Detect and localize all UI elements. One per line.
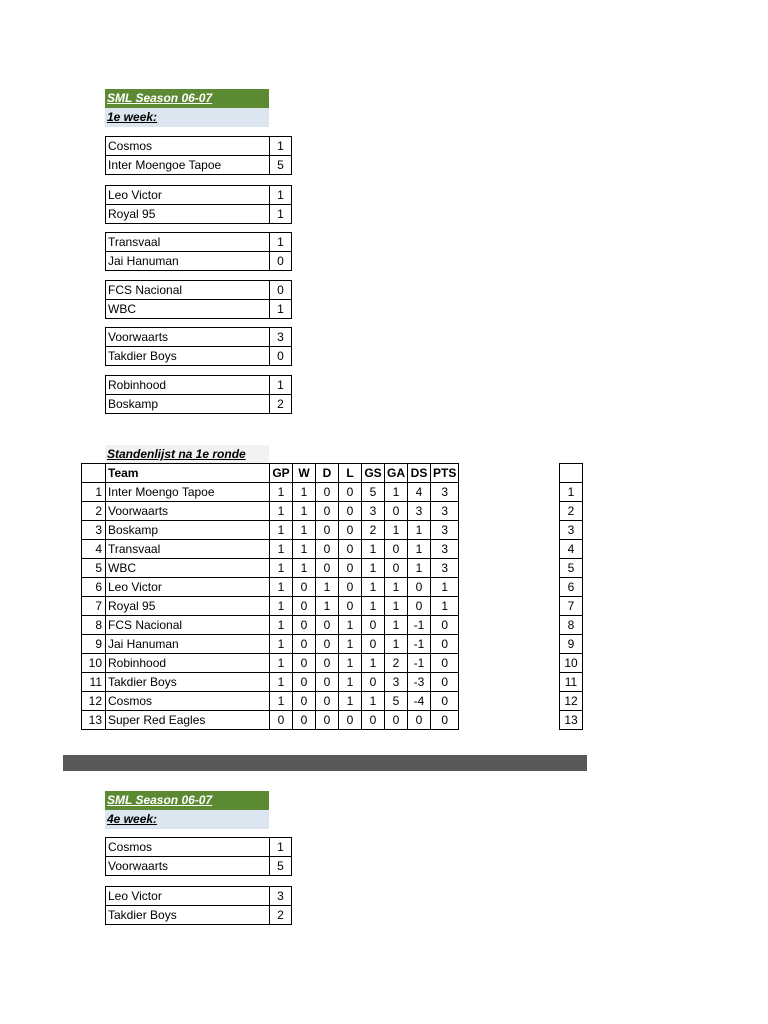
stat-l-cell: 1	[339, 616, 362, 635]
match-home-row	[106, 281, 292, 300]
season-title: SML Season 06-07	[105, 89, 269, 108]
stat-d-cell: 0	[316, 711, 339, 730]
stat-ds-cell: 0	[408, 711, 431, 730]
column-header: PTS	[431, 464, 459, 483]
stat-l-cell: 0	[339, 559, 362, 578]
rank-column-cell: 7	[560, 597, 583, 616]
away-team: Voorwaarts	[106, 857, 270, 876]
home-team: FCS Nacional	[106, 281, 270, 300]
stat-ds-cell: 4	[408, 483, 431, 502]
standings-row	[82, 597, 459, 616]
stat-d-cell: 0	[316, 692, 339, 711]
column-header: GS	[362, 464, 385, 483]
match-away-row	[106, 156, 292, 175]
rank-column-cell: 5	[560, 559, 583, 578]
season-title-2: SML Season 06-07	[105, 791, 269, 810]
stat-d-cell: 0	[316, 540, 339, 559]
rank-cell: 7	[82, 597, 106, 616]
column-header: W	[293, 464, 316, 483]
stat-pts-cell: 3	[431, 483, 459, 502]
team-cell: Inter Moengo Tapoe	[106, 483, 270, 502]
stat-pts-cell: 0	[431, 654, 459, 673]
rank-column-cell: 11	[560, 673, 583, 692]
stat-gp-cell: 1	[270, 673, 293, 692]
away-team: Royal 95	[106, 205, 270, 224]
match-block	[105, 886, 292, 925]
away-team: Inter Moengoe Tapoe	[106, 156, 270, 175]
stat-d-cell: 0	[316, 654, 339, 673]
stat-d-cell: 0	[316, 559, 339, 578]
stat-gp-cell: 1	[270, 521, 293, 540]
stat-ds-cell: 0	[408, 597, 431, 616]
stat-d-cell: 0	[316, 483, 339, 502]
stat-l-cell: 0	[339, 597, 362, 616]
stat-w-cell: 0	[293, 711, 316, 730]
stat-w-cell: 1	[293, 521, 316, 540]
stat-ga-cell: 1	[385, 597, 408, 616]
week-label: 1e week:	[105, 108, 269, 127]
stat-ga-cell: 0	[385, 540, 408, 559]
stat-d-cell: 0	[316, 635, 339, 654]
rank-column	[559, 463, 583, 730]
stat-w-cell: 0	[293, 578, 316, 597]
stat-l-cell: 0	[339, 502, 362, 521]
stat-ga-cell: 1	[385, 578, 408, 597]
away-score: 2	[270, 395, 292, 414]
away-team: Boskamp	[106, 395, 270, 414]
stat-gs-cell: 1	[362, 559, 385, 578]
home-team: Leo Victor	[106, 887, 270, 906]
rank-column-header	[560, 464, 583, 483]
rank-column-cell: 1	[560, 483, 583, 502]
team-cell: Royal 95	[106, 597, 270, 616]
home-score: 0	[270, 281, 292, 300]
stat-l-cell: 0	[339, 578, 362, 597]
stat-w-cell: 1	[293, 502, 316, 521]
stat-d-cell: 0	[316, 673, 339, 692]
match-away-row	[106, 395, 292, 414]
match-away-row	[106, 205, 292, 224]
rank-cell: 13	[82, 711, 106, 730]
stat-ga-cell: 1	[385, 616, 408, 635]
stat-pts-cell: 3	[431, 502, 459, 521]
team-cell: Boskamp	[106, 521, 270, 540]
rank-column-cell: 6	[560, 578, 583, 597]
stat-ds-cell: -1	[408, 616, 431, 635]
stat-pts-cell: 1	[431, 578, 459, 597]
stat-gp-cell: 1	[270, 692, 293, 711]
away-score: 5	[270, 156, 292, 175]
match-block	[105, 185, 292, 224]
rank-cell: 8	[82, 616, 106, 635]
rank-column-cell: 4	[560, 540, 583, 559]
stat-w-cell: 0	[293, 597, 316, 616]
stat-gp-cell: 1	[270, 597, 293, 616]
rank-cell: 6	[82, 578, 106, 597]
rank-column-cell: 3	[560, 521, 583, 540]
rank-cell: 5	[82, 559, 106, 578]
stat-gp-cell: 1	[270, 635, 293, 654]
match-home-row	[106, 186, 292, 205]
stat-d-cell: 1	[316, 578, 339, 597]
stat-ga-cell: 1	[385, 521, 408, 540]
home-score: 1	[270, 186, 292, 205]
home-team: Cosmos	[106, 137, 270, 156]
team-cell: Takdier Boys	[106, 673, 270, 692]
stat-pts-cell: 1	[431, 597, 459, 616]
stat-gp-cell: 1	[270, 483, 293, 502]
stat-gs-cell: 0	[362, 673, 385, 692]
rank-cell: 12	[82, 692, 106, 711]
standings-row	[82, 711, 459, 730]
standings-row	[82, 635, 459, 654]
stat-gp-cell: 1	[270, 540, 293, 559]
stat-d-cell: 0	[316, 521, 339, 540]
stat-ga-cell: 3	[385, 673, 408, 692]
standings-row	[82, 654, 459, 673]
stat-l-cell: 1	[339, 654, 362, 673]
rank-column-cell: 9	[560, 635, 583, 654]
stat-pts-cell: 3	[431, 540, 459, 559]
standings-row	[82, 692, 459, 711]
stat-w-cell: 1	[293, 540, 316, 559]
stat-pts-cell: 0	[431, 711, 459, 730]
stat-ga-cell: 0	[385, 711, 408, 730]
stat-pts-cell: 3	[431, 559, 459, 578]
home-score: 1	[270, 376, 292, 395]
standings-row	[82, 540, 459, 559]
team-cell: Voorwaarts	[106, 502, 270, 521]
match-block	[105, 232, 292, 271]
stat-l-cell: 1	[339, 635, 362, 654]
match-block	[105, 837, 292, 876]
match-home-row	[106, 137, 292, 156]
stat-ds-cell: 1	[408, 521, 431, 540]
week-label-2: 4e week:	[105, 810, 269, 829]
stat-ds-cell: -3	[408, 673, 431, 692]
standings-row	[82, 521, 459, 540]
match-block	[105, 375, 292, 414]
stat-gs-cell: 1	[362, 654, 385, 673]
stat-l-cell: 1	[339, 673, 362, 692]
rank-column-cell: 8	[560, 616, 583, 635]
stat-l-cell: 0	[339, 711, 362, 730]
rank-column-cell: 12	[560, 692, 583, 711]
stat-ga-cell: 1	[385, 635, 408, 654]
stat-ds-cell: -1	[408, 635, 431, 654]
stat-pts-cell: 0	[431, 616, 459, 635]
team-cell: FCS Nacional	[106, 616, 270, 635]
away-score: 1	[270, 300, 292, 319]
stat-w-cell: 0	[293, 654, 316, 673]
home-team: Transvaal	[106, 233, 270, 252]
rank-column-cell: 2	[560, 502, 583, 521]
stat-gp-cell: 1	[270, 654, 293, 673]
stat-l-cell: 0	[339, 483, 362, 502]
stat-l-cell: 0	[339, 540, 362, 559]
home-team: Cosmos	[106, 838, 270, 857]
stat-ds-cell: -1	[408, 654, 431, 673]
section-divider	[63, 755, 587, 771]
stat-gp-cell: 1	[270, 502, 293, 521]
standings-row	[82, 673, 459, 692]
stat-l-cell: 1	[339, 692, 362, 711]
stat-gs-cell: 5	[362, 483, 385, 502]
stat-gs-cell: 0	[362, 616, 385, 635]
stat-ga-cell: 1	[385, 483, 408, 502]
stat-w-cell: 1	[293, 483, 316, 502]
rank-cell: 2	[82, 502, 106, 521]
standings-row	[82, 559, 459, 578]
rank-header-cell	[82, 464, 106, 483]
rank-cell: 3	[82, 521, 106, 540]
team-cell: WBC	[106, 559, 270, 578]
stat-ds-cell: 0	[408, 578, 431, 597]
column-header: GA	[385, 464, 408, 483]
match-home-row	[106, 328, 292, 347]
column-header: D	[316, 464, 339, 483]
home-team: Leo Victor	[106, 186, 270, 205]
stat-w-cell: 0	[293, 635, 316, 654]
stat-gp-cell: 1	[270, 559, 293, 578]
stat-ds-cell: -4	[408, 692, 431, 711]
rank-cell: 4	[82, 540, 106, 559]
home-team: Voorwaarts	[106, 328, 270, 347]
match-away-row	[106, 347, 292, 366]
stat-gs-cell: 0	[362, 711, 385, 730]
team-cell: Super Red Eagles	[106, 711, 270, 730]
match-home-row	[106, 838, 292, 857]
away-score: 0	[270, 252, 292, 271]
stat-ga-cell: 0	[385, 502, 408, 521]
stat-ga-cell: 2	[385, 654, 408, 673]
column-header: GP	[270, 464, 293, 483]
stat-gs-cell: 1	[362, 540, 385, 559]
stat-w-cell: 0	[293, 616, 316, 635]
rank-cell: 9	[82, 635, 106, 654]
stat-gp-cell: 0	[270, 711, 293, 730]
rank-column-cell: 10	[560, 654, 583, 673]
match-home-row	[106, 233, 292, 252]
column-header: L	[339, 464, 362, 483]
match-home-row	[106, 887, 292, 906]
stat-gs-cell: 3	[362, 502, 385, 521]
stat-d-cell: 1	[316, 597, 339, 616]
rank-cell: 10	[82, 654, 106, 673]
away-score: 5	[270, 857, 292, 876]
stat-ga-cell: 0	[385, 559, 408, 578]
team-cell: Jai Hanuman	[106, 635, 270, 654]
match-block	[105, 327, 292, 366]
rank-column-cell: 13	[560, 711, 583, 730]
standings-row	[82, 616, 459, 635]
standings-row	[82, 483, 459, 502]
stat-w-cell: 0	[293, 692, 316, 711]
away-score: 1	[270, 205, 292, 224]
standings-row	[82, 502, 459, 521]
standings-header-row	[82, 464, 459, 483]
away-team: Jai Hanuman	[106, 252, 270, 271]
stat-gp-cell: 1	[270, 578, 293, 597]
match-away-row	[106, 906, 292, 925]
stat-l-cell: 0	[339, 521, 362, 540]
away-team: Takdier Boys	[106, 347, 270, 366]
stat-pts-cell: 3	[431, 521, 459, 540]
stat-d-cell: 0	[316, 616, 339, 635]
stat-gs-cell: 0	[362, 635, 385, 654]
column-header: DS	[408, 464, 431, 483]
home-team: Robinhood	[106, 376, 270, 395]
stat-pts-cell: 0	[431, 692, 459, 711]
match-away-row	[106, 857, 292, 876]
match-away-row	[106, 300, 292, 319]
match-block	[105, 280, 292, 319]
home-score: 1	[270, 137, 292, 156]
rank-cell: 1	[82, 483, 106, 502]
stat-gs-cell: 1	[362, 578, 385, 597]
stat-ds-cell: 3	[408, 502, 431, 521]
standings-row	[82, 578, 459, 597]
team-cell: Cosmos	[106, 692, 270, 711]
column-header: Team	[106, 464, 270, 483]
home-score: 3	[270, 328, 292, 347]
rank-cell: 11	[82, 673, 106, 692]
away-score: 0	[270, 347, 292, 366]
stat-ga-cell: 5	[385, 692, 408, 711]
stat-gs-cell: 2	[362, 521, 385, 540]
standings-title: Standenlijst na 1e ronde	[105, 445, 269, 464]
stat-gp-cell: 1	[270, 616, 293, 635]
home-score: 3	[270, 887, 292, 906]
stat-pts-cell: 0	[431, 673, 459, 692]
stat-pts-cell: 0	[431, 635, 459, 654]
away-team: Takdier Boys	[106, 906, 270, 925]
team-cell: Leo Victor	[106, 578, 270, 597]
stat-w-cell: 1	[293, 559, 316, 578]
stat-ds-cell: 1	[408, 540, 431, 559]
match-home-row	[106, 376, 292, 395]
standings-table	[81, 463, 459, 730]
match-away-row	[106, 252, 292, 271]
stat-gs-cell: 1	[362, 692, 385, 711]
home-score: 1	[270, 838, 292, 857]
away-team: WBC	[106, 300, 270, 319]
match-block	[105, 136, 292, 175]
away-score: 2	[270, 906, 292, 925]
home-score: 1	[270, 233, 292, 252]
stat-w-cell: 0	[293, 673, 316, 692]
stat-gs-cell: 1	[362, 597, 385, 616]
team-cell: Transvaal	[106, 540, 270, 559]
stat-ds-cell: 1	[408, 559, 431, 578]
stat-d-cell: 0	[316, 502, 339, 521]
team-cell: Robinhood	[106, 654, 270, 673]
